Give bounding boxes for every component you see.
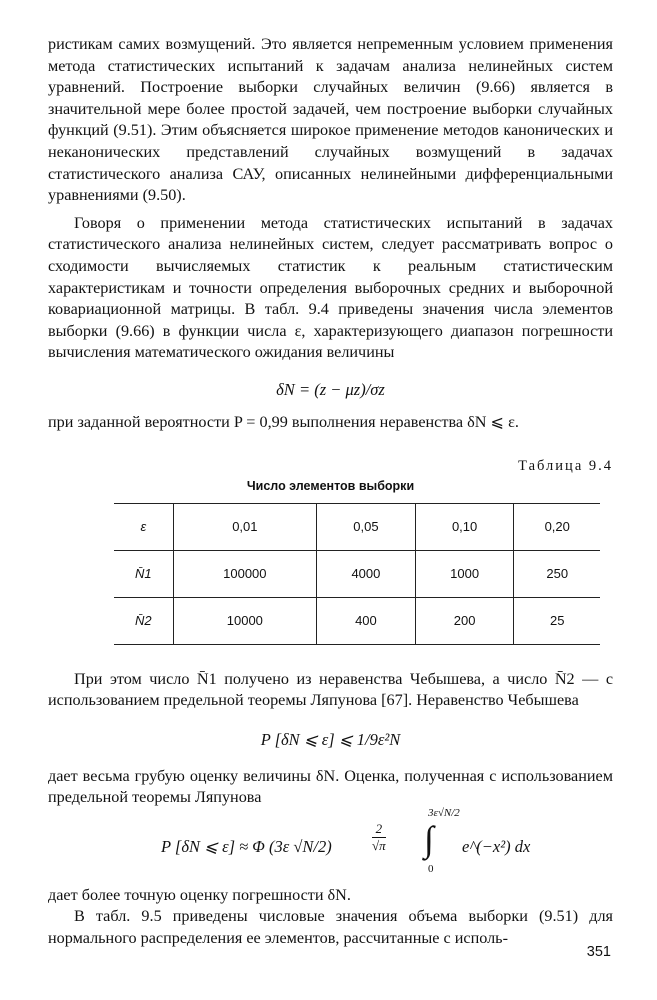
- integral-sign-icon: ∫: [424, 818, 434, 859]
- paragraph-4: При этом число N̄1 получено из неравенства Чебышева, а число N̄2 — с использованием предельной теоремы Ляпунова [67]. Неравенство Чебышева: [48, 669, 613, 710]
- table-cell: 10000: [173, 597, 316, 644]
- integral-lower-limit: 0: [428, 862, 434, 875]
- table-cell: 1000: [415, 550, 514, 597]
- table-cell: 25: [514, 597, 600, 644]
- table-cell: 0,20: [514, 503, 600, 550]
- table-cell: 0,01: [173, 503, 316, 550]
- paragraph-7: В табл. 9.5 приведены числовые значения объема выборки (9.51) для нормального распределения ее элементов, рассчитанные с исполь-: [48, 907, 613, 948]
- table-cell: ε: [114, 503, 173, 550]
- paragraph-5: дает весьма грубую оценку величины δN. Оценка, полученная с использованием предельной теоремы Ляпунова: [48, 766, 613, 807]
- table-cell: 100000: [173, 550, 316, 597]
- fraction-denominator: √π: [372, 837, 386, 853]
- sample-size-table: [114, 503, 600, 645]
- integrand: e^(−x²) dx: [462, 836, 531, 856]
- paragraph-1: ристикам самих возмущений. Это является непременным условием применения метода статистических испытаний к задачам анализа нелинейных систем уравнений. Построение выборки случайных величин (9.66) является в значительной мере более простой задачей, чем построение выборки случайных функций (9.51). Этим объясняется широкое применение методов канонических и неканонических представлений случайных возмущений в задачах статистического анализа САУ, описанных нелинейными дифференциальными уравнениями (9.50).: [48, 35, 613, 205]
- table-row: [114, 550, 600, 597]
- paragraph-6: дает более точную оценку погрешности δN.: [48, 885, 351, 904]
- integral-upper-limit: 3ε√N/2: [428, 806, 460, 819]
- table-cell: N̄1: [114, 550, 173, 597]
- table-cell: 200: [415, 597, 514, 644]
- table-header-row: [114, 503, 600, 550]
- formula-lyapunov: [48, 806, 613, 885]
- formula-delta-n: δN = (z − μz)/σz: [276, 379, 385, 399]
- formula-fraction: [372, 821, 386, 854]
- formula-lyapunov-lhs: P [δN ⩽ ε] ≈ Φ (3ε √N/2): [161, 836, 332, 856]
- page-body: [48, 34, 613, 950]
- table-cell: 400: [317, 597, 416, 644]
- fraction-numerator: 2: [372, 821, 386, 838]
- table-title: Число элементов выборки: [246, 478, 415, 493]
- paragraph-3: при заданной вероятности P = 0,99 выполнения неравенства δN ⩽ ε.: [48, 412, 519, 431]
- table-cell: 0,10: [415, 503, 514, 550]
- table-cell: 0,05: [317, 503, 416, 550]
- paragraph-2: Говоря о применении метода статистических испытаний в задачах статистического анализа нелинейных систем, следует рассматривать вопрос о сходимости вычисляемых статистик к реальным статистическим характеристикам и точности определения выборочных средних и выборочной ковариационной матрицы. В табл. 9.4 приведены значения числа элементов выборки (9.66) в функции числа ε, характеризующего диапазон погрешности вычисления математического ожидания величины: [48, 213, 613, 362]
- page-number: 351: [586, 944, 611, 960]
- table-cell: 250: [514, 550, 600, 597]
- table-cell: N̄2: [114, 597, 173, 644]
- formula-chebyshev: P [δN ⩽ ε] ⩽ 1/9ε²N: [260, 729, 401, 749]
- table-caption: Таблица 9.4: [518, 457, 613, 474]
- table-cell: 4000: [317, 550, 416, 597]
- table-row: [114, 597, 600, 644]
